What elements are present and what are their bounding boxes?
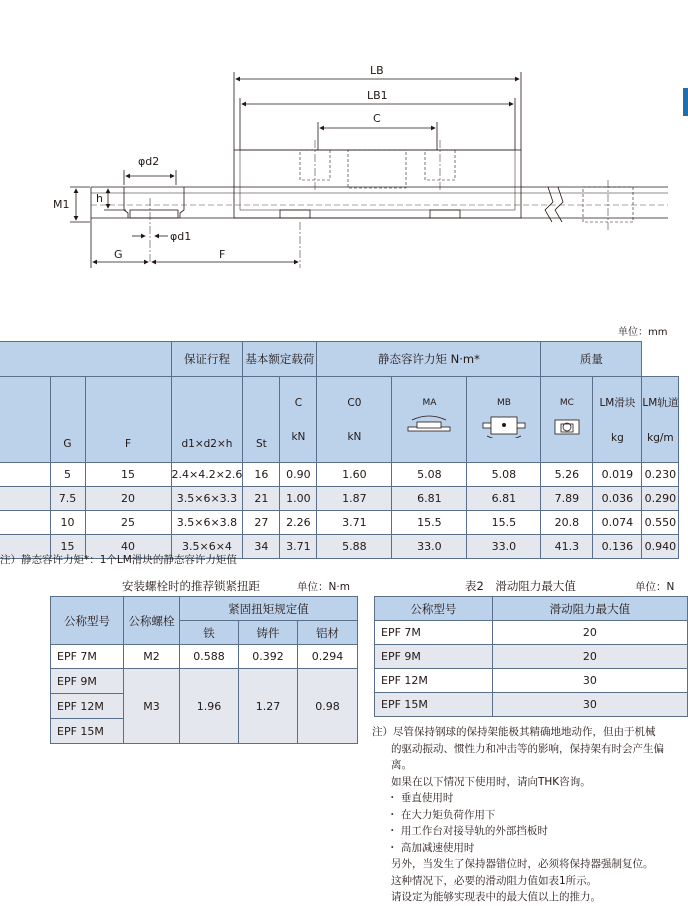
cell-MC: 5.26	[541, 463, 593, 487]
note-bullet: ・ 垂直使用时	[387, 792, 454, 804]
cell-MA: 15.5	[392, 511, 467, 535]
torque-unit: 单位：N·m	[297, 581, 350, 593]
cell-d: 3.5×6×4	[171, 535, 243, 559]
cell-MB: 33.0	[467, 535, 541, 559]
cell-G: 5	[50, 463, 85, 487]
dim-phi-d1: φd1	[170, 230, 192, 243]
cell-G: 15	[50, 535, 85, 559]
cell-F: 25	[85, 511, 171, 535]
col-MA-name: MA	[422, 398, 437, 408]
torque-header-bolt: 公称螺栓	[124, 597, 180, 645]
torque-bolt: M3	[124, 669, 180, 744]
cell-block: 0.074	[593, 511, 642, 535]
note-line: 的驱动振动、惯性力和冲击等的影响，保持架有时会产生偏	[391, 742, 664, 755]
col-MB	[467, 377, 541, 463]
moment-MA-icon	[404, 414, 454, 438]
col-C0-unit: kN	[347, 430, 362, 443]
dim-LB: LB	[370, 64, 384, 77]
cell-MB: 5.08	[467, 463, 541, 487]
header-basic-load: 基本额定载荷	[243, 342, 317, 377]
cell-C: 1.00	[280, 487, 317, 511]
moment-MC-icon	[542, 414, 592, 438]
resistance-model: EPF 7M	[375, 621, 493, 645]
resistance-title: 表2 滑动阻力最大值	[465, 579, 576, 593]
cell-MB: 6.81	[467, 487, 541, 511]
cell-S: 27	[243, 511, 280, 535]
col-C	[280, 377, 317, 463]
dim-LB1: LB1	[367, 89, 388, 102]
torque-cast: 1.27	[239, 669, 298, 744]
col-C-unit: kN	[291, 430, 306, 443]
cell-G: 10	[50, 511, 85, 535]
torque-model: EPF 12M	[51, 694, 124, 719]
cell-G: 7.5	[50, 487, 85, 511]
torque-iron: 0.588	[180, 645, 239, 669]
note-line: 如果在以下情况下使用时，请向THK咨询。	[391, 775, 591, 788]
col-lm-rail-unit: kg/m	[647, 432, 674, 444]
spec-unit: 单位：mm	[618, 327, 668, 338]
cell-d: 3.5×6×3.8	[171, 511, 243, 535]
note-bullet: ・ 用工作台对接导轨的外部挡板时	[387, 825, 548, 837]
torque-header-iron: 铁	[180, 621, 239, 645]
table-row	[51, 645, 358, 669]
cell-MC: 7.89	[541, 487, 593, 511]
torque-aluminum: 0.98	[298, 669, 358, 744]
dim-G: G	[114, 248, 123, 261]
col-MC	[541, 377, 593, 463]
header-static-moment: 静态容许力矩 N·m*	[317, 342, 541, 377]
cell-C: 3.71	[280, 535, 317, 559]
cell-F: 40	[85, 535, 171, 559]
table-row	[375, 645, 688, 669]
cell-C: 0.90	[280, 463, 317, 487]
resistance-value: 20	[492, 645, 687, 669]
cell-block: 0.019	[593, 463, 642, 487]
table-row	[375, 621, 688, 645]
note-line: 离。	[391, 759, 412, 771]
torque-iron: 1.96	[180, 669, 239, 744]
torque-table	[50, 596, 358, 744]
dim-h: h	[96, 192, 103, 205]
dim-C: C	[373, 112, 381, 125]
torque-bolt: M2	[124, 645, 180, 669]
cell-MC: 41.3	[541, 535, 593, 559]
cell-rail: 0.230	[642, 463, 679, 487]
note-bullet: ・ 在大力矩负荷作用下	[387, 808, 496, 821]
cell-MA: 6.81	[392, 487, 467, 511]
cell-C0: 3.71	[317, 511, 392, 535]
col-lm-block	[593, 377, 642, 463]
cell-MC: 20.8	[541, 511, 593, 535]
col-MB-name: MB	[496, 398, 511, 408]
resistance-model: EPF 12M	[375, 669, 493, 693]
torque-header-model: 公称型号	[51, 597, 124, 645]
resistance-model: EPF 15M	[375, 693, 493, 717]
torque-model: EPF 7M	[51, 645, 124, 669]
dim-F: F	[219, 248, 226, 261]
table-row	[375, 693, 688, 717]
col-lm-block-unit: kg	[611, 432, 624, 444]
resistance-header-model: 公称型号	[375, 597, 493, 621]
note-line: 请设定为能够实现表中的最大值以上的推力。	[391, 891, 601, 903]
cell-C: 2.26	[280, 511, 317, 535]
cell-C0: 1.87	[317, 487, 392, 511]
resistance-value: 20	[492, 621, 687, 645]
section-tab-marker	[683, 88, 688, 116]
table-row	[51, 669, 358, 694]
torque-header-cast: 铸件	[239, 621, 298, 645]
torque-aluminum: 0.294	[298, 645, 358, 669]
cell-C0: 1.60	[317, 463, 392, 487]
table-row	[0, 511, 679, 535]
table-row	[375, 669, 688, 693]
resistance-header-max: 滑动阻力最大值	[492, 597, 687, 621]
col-lm-block-name: LM滑块	[599, 397, 636, 409]
cell-d: 3.5×6×3.3	[171, 487, 243, 511]
cell-F: 15	[85, 463, 171, 487]
table-row	[0, 463, 679, 487]
torque-header-aluminum: 铝材	[298, 621, 358, 645]
col-C0-name: C0	[347, 396, 362, 409]
spec-footnote: 注）静态容许力矩*：1个LM滑块的静态容许力矩值	[0, 554, 237, 566]
col-MA	[392, 377, 467, 463]
cell-MB: 15.5	[467, 511, 541, 535]
col-lm-rail-name: LM轨道	[642, 397, 679, 409]
header-mass: 质量	[541, 342, 642, 377]
cell-S: 21	[243, 487, 280, 511]
note-bullet: ・ 高加减速使用时	[387, 841, 475, 854]
torque-model: EPF 9M	[51, 669, 124, 694]
header-guaranteed-stroke: 保证行程	[171, 342, 243, 377]
cell-block: 0.036	[593, 487, 642, 511]
col-G: G	[50, 377, 85, 463]
cell-C0: 5.88	[317, 535, 392, 559]
notes-block	[372, 724, 684, 906]
cell-block: 0.136	[593, 535, 642, 559]
cell-MA: 5.08	[392, 463, 467, 487]
col-C-name: C	[294, 396, 303, 409]
dim-phi-d2: φd2	[138, 155, 160, 168]
col-F: F	[85, 377, 171, 463]
cell-F: 20	[85, 487, 171, 511]
torque-title: 安装螺栓时的推荐锁紧扭距	[122, 579, 260, 593]
cell-d: 2.4×4.2×2.6	[171, 463, 243, 487]
technical-drawing	[0, 0, 688, 300]
note-line: 另外，当发生了保持器错位时，必须将保持器强制复位。	[391, 858, 654, 870]
cell-S: 16	[243, 463, 280, 487]
note-line: 注）尽管保持钢球的保持架能极其精确地地动作，但由于机械	[372, 726, 656, 738]
resistance-value: 30	[492, 669, 687, 693]
note-line: 这种情况下，必要的滑动阻力值如表1所示。	[391, 874, 598, 887]
torque-model: EPF 15M	[51, 719, 124, 744]
cell-rail: 0.940	[642, 535, 679, 559]
cell-MA: 33.0	[392, 535, 467, 559]
moment-MB-icon	[479, 414, 529, 438]
cell-rail: 0.550	[642, 511, 679, 535]
resistance-unit: 单位：N	[635, 581, 675, 593]
torque-cast: 0.392	[239, 645, 298, 669]
dim-M1: M1	[53, 198, 70, 211]
cell-rail: 0.290	[642, 487, 679, 511]
resistance-table	[374, 596, 688, 717]
cell-S: 34	[243, 535, 280, 559]
table-row	[0, 487, 679, 511]
col-S: St	[243, 377, 280, 463]
col-d1d2h: d1×d2×h	[171, 377, 243, 463]
torque-header-value: 紧固扭矩规定值	[180, 597, 358, 621]
col-lm-rail	[642, 377, 679, 463]
col-C0	[317, 377, 392, 463]
resistance-value: 30	[492, 693, 687, 717]
spec-table	[0, 341, 679, 559]
col-MC-name: MC	[559, 398, 574, 408]
resistance-model: EPF 9M	[375, 645, 493, 669]
